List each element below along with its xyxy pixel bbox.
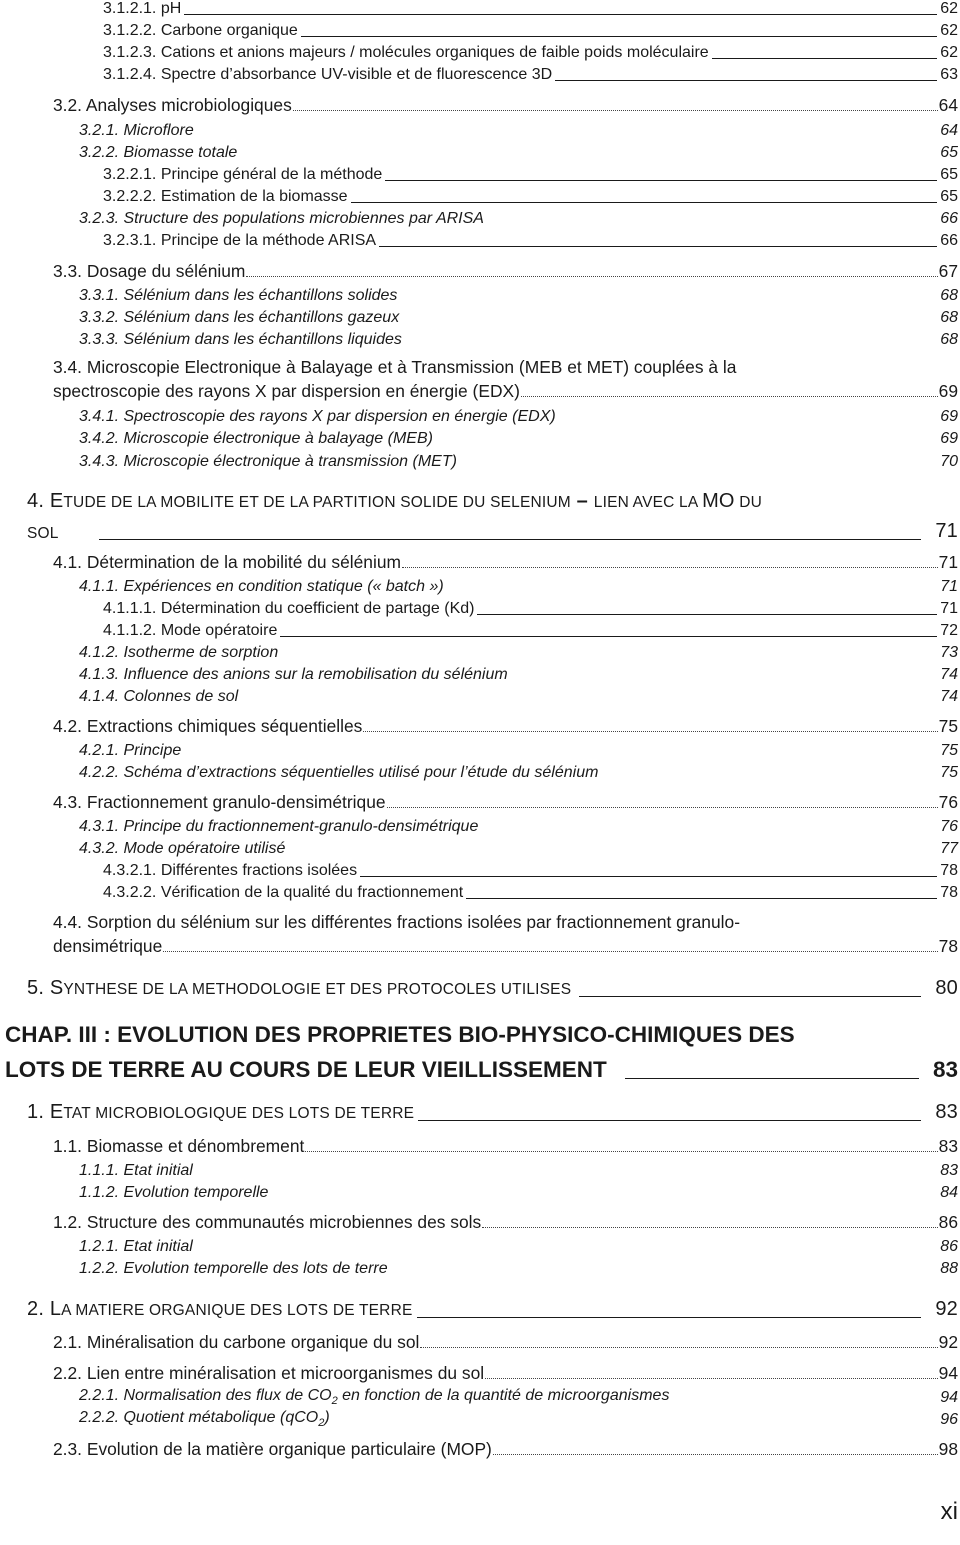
leader-line [418, 1095, 921, 1121]
leader-line [301, 17, 937, 37]
toc-entry[interactable] [0, 620, 960, 640]
toc-label: 3.2.3. Structure des populations microbiennes par ARISA [79, 210, 484, 227]
toc-entry[interactable] [0, 406, 960, 426]
toc-page: 98 [938, 1439, 958, 1459]
toc-label: 2.1. Minéralisation du carbone organique du sol [53, 1332, 420, 1352]
page-number: xi [940, 1498, 958, 1525]
toc-page: 74 [940, 688, 958, 705]
section-heading[interactable] [0, 1295, 960, 1321]
leader-line [99, 514, 922, 540]
toc-page: 68 [940, 331, 958, 348]
leader-space [460, 451, 937, 471]
toc-label: 3.4.2. Microscopie électronique à balayage (MEB) [79, 430, 433, 447]
toc-label: 4.3.2.1. Différentes fractions isolées [103, 862, 358, 879]
toc-label: 4.1. Détermination de la mobilité du sélénium [53, 552, 401, 572]
toc-label: 3.2.1. Microflore [79, 122, 194, 139]
toc-page: 69 [938, 381, 958, 401]
toc-label: 4.1.1.1. Détermination du coefficient de partage (Kd) [103, 600, 475, 617]
toc-page: 62 [940, 44, 958, 61]
toc-entry[interactable] [0, 1160, 960, 1180]
toc-page: 80 [935, 977, 958, 999]
toc-entry[interactable] [0, 208, 960, 228]
toc-page: 83 [940, 1162, 958, 1179]
section-title: SOL [27, 525, 59, 542]
toc-entry[interactable] [0, 307, 960, 327]
toc-entry[interactable] [0, 262, 960, 282]
toc-page: 63 [940, 66, 958, 83]
toc-label: 3.2.2. Biomasse totale [79, 144, 238, 161]
toc-entry[interactable] [0, 142, 960, 162]
chapter-title[interactable]: CHAP. III : EVOLUTION DES PROPRIETES BIO-PHYSICO-CHIMIQUES DES [5, 1022, 795, 1047]
toc-page: 65 [940, 188, 958, 205]
toc-page: 75 [940, 742, 958, 759]
toc-entry[interactable] [0, 1258, 960, 1278]
toc-page: 64 [940, 122, 958, 139]
toc-label: 1.1.1. Etat initial [79, 1162, 193, 1179]
toc-label: 3.4. Microscopie Electronique à Balayage et à Transmission (MEB et MET) couplées à la [53, 357, 737, 377]
leader-space [405, 329, 937, 349]
toc-entry[interactable] [0, 860, 960, 880]
toc-entry[interactable] [0, 20, 960, 40]
leader-space [241, 686, 937, 706]
leader-line [477, 595, 937, 615]
toc-page: 77 [940, 840, 958, 857]
leader-line [555, 61, 937, 81]
toc-label: 3.3. Dosage du sélénium [53, 261, 246, 281]
toc-page: 66 [940, 232, 958, 249]
toc-label: 4.4. Sorption du sélénium sur les différentes fractions isolées par fractionnement granulo- [53, 912, 740, 932]
toc-label: 1.2.2. Evolution temporelle des lots de terre [79, 1260, 388, 1277]
leader-space [281, 642, 937, 662]
leader-space [400, 285, 937, 305]
toc-entry[interactable] [0, 740, 960, 760]
toc-label: 3.2.2.1. Principe général de la méthode [103, 166, 383, 183]
toc-page: 64 [938, 95, 958, 115]
leader-space [447, 576, 938, 596]
toc-label: 4.3. Fractionnement granulo-densimétrique [53, 792, 386, 812]
leader-line [379, 227, 937, 247]
leader-dots [246, 257, 937, 277]
toc-label: 2.2.1. Normalisation des flux de $CO_2$ en fonction de la quantité de microorganismes [79, 1386, 670, 1407]
toc-page: 78 [938, 936, 958, 956]
toc-page: 83 [938, 1136, 958, 1156]
toc-entry[interactable] [0, 937, 960, 957]
leader-space [240, 142, 937, 162]
toc-page: 71 [940, 578, 958, 595]
section-heading[interactable] [0, 517, 960, 543]
leader-dots [363, 712, 937, 732]
toc-page: 83 [932, 1057, 958, 1082]
toc-label: 4.1.1. Expériences en condition statique (« batch ») [79, 578, 444, 595]
toc-label: 4.3.1. Principe du fractionnement-granulo-densimétrique [79, 818, 479, 835]
toc-entry[interactable] [0, 186, 960, 206]
toc-label: densimétrique [53, 936, 163, 956]
toc-page: 69 [940, 430, 958, 447]
leader-dots [402, 548, 938, 568]
toc-page: 94 [940, 1389, 958, 1406]
toc-page: 68 [940, 309, 958, 326]
toc-entry[interactable] [0, 329, 960, 349]
leader-dots [485, 1359, 938, 1379]
toc-page: 72 [940, 622, 958, 639]
leader-dots [163, 932, 937, 952]
section-title: 5. SYNTHESE DE LA METHODOLOGIE ET DES PROTOCOLES UTILISES [27, 977, 572, 999]
leader-line [417, 1292, 922, 1318]
toc-page: 78 [940, 884, 958, 901]
leader-dots [387, 788, 938, 808]
toc-entry[interactable] [0, 230, 960, 250]
chapter-title: LOTS DE TERRE AU COURS DE LEUR VIEILLISSEMENT [5, 1057, 607, 1082]
toc-label: 3.4.1. Spectroscopie des rayons X par dispersion en énergie (EDX) [79, 408, 556, 425]
leader-dots [293, 91, 938, 111]
toc-entry[interactable] [0, 686, 960, 706]
toc-page: 65 [940, 144, 958, 161]
toc-entry[interactable] [0, 642, 960, 662]
toc-label: 3.1.2.4. Spectre d’absorbance UV-visible et de fluorescence 3D [103, 66, 553, 83]
toc-label: 3.4.3. Microscopie électronique à transmission (MET) [79, 453, 457, 470]
leader-space [196, 1160, 937, 1180]
toc-entry[interactable] [0, 451, 960, 471]
toc-page: 78 [940, 862, 958, 879]
leader-line [712, 39, 938, 59]
toc-entry[interactable] [0, 793, 960, 813]
toc-page: 94 [938, 1363, 958, 1383]
toc-label: 4.2.1. Principe [79, 742, 182, 759]
toc-label: 2.3. Evolution de la matière organique particulaire (MOP) [53, 1439, 492, 1459]
toc-page: 75 [938, 716, 958, 736]
leader-line [625, 1049, 919, 1079]
toc-entry[interactable] [0, 1137, 960, 1157]
leader-line [385, 161, 937, 181]
leader-dots [493, 1435, 938, 1455]
toc-page: 76 [940, 818, 958, 835]
toc-page: 62 [940, 22, 958, 39]
toc-label: 2.2.2. Quotient métabolique (qCO$_2$) [79, 1408, 330, 1429]
toc-label: 4.1.4. Colonnes de sol [79, 688, 239, 705]
toc-label: 1.2. Structure des communautés microbiennes des sols [53, 1212, 482, 1232]
toc-page: 96 [940, 1411, 958, 1428]
toc-label: 3.3.2. Sélénium dans les échantillons gazeux [79, 309, 400, 326]
toc-entry[interactable] [0, 1333, 960, 1353]
toc-page: 83 [935, 1101, 958, 1123]
toc-label: 4.3.2.2. Vérification de la qualité du fractionnement [103, 884, 464, 901]
toc-page: 69 [940, 408, 958, 425]
leader-dots [420, 1328, 937, 1348]
leader-space [436, 428, 937, 448]
leader-line [466, 879, 937, 899]
leader-line [360, 857, 937, 877]
toc-entry[interactable] [0, 882, 960, 902]
leader-space [402, 307, 937, 327]
leader-space [672, 1387, 937, 1407]
toc-entry[interactable] [0, 913, 960, 933]
toc-entry[interactable] [0, 598, 960, 618]
toc-page: 88 [940, 1260, 958, 1277]
toc-page: 92 [935, 1298, 958, 1320]
leader-space [487, 208, 937, 228]
toc-label: 4.1.1.2. Mode opératoire [103, 622, 278, 639]
toc-page: 68 [940, 287, 958, 304]
toc-page: 67 [938, 261, 958, 281]
toc-page: 86 [940, 1238, 958, 1255]
toc-entry[interactable] [0, 64, 960, 84]
section-title: 4. ETUDE DE LA MOBILITE ET DE LA PARTITION SOLIDE DU SELENIUM – LIEN AVEC LA MO DU [27, 490, 762, 512]
leader-space [271, 1182, 937, 1202]
leader-line [280, 617, 937, 637]
toc-entry[interactable] [0, 1440, 960, 1460]
toc-label: 3.2. Analyses microbiologiques [53, 95, 292, 115]
section-heading[interactable] [0, 1098, 960, 1124]
toc-page: 65 [940, 166, 958, 183]
section-heading[interactable] [0, 487, 960, 513]
toc-page: 86 [938, 1212, 958, 1232]
toc-entry[interactable] [0, 358, 960, 378]
toc-label: 4.1.2. Isotherme de sorption [79, 644, 279, 661]
leader-space [288, 838, 937, 858]
toc-entry[interactable] [0, 838, 960, 858]
toc-page: 66 [940, 210, 958, 227]
leader-space [511, 664, 938, 684]
toc-entry[interactable] [0, 42, 960, 62]
toc-entry[interactable] [0, 1409, 960, 1429]
toc-label: 4.2. Extractions chimiques séquentielles [53, 716, 363, 736]
toc-entry[interactable] [0, 762, 960, 782]
section-title: 1. ETAT MICROBIOLOGIQUE DES LOTS DE TERRE [27, 1101, 415, 1123]
toc-page: 76 [938, 792, 958, 812]
leader-dots [482, 1208, 937, 1228]
section-heading[interactable] [0, 974, 960, 1000]
toc-label: 1.2.1. Etat initial [79, 1238, 193, 1255]
toc-page: 71 [938, 552, 958, 572]
toc-label: 4.3.2. Mode opératoire utilisé [79, 840, 286, 857]
toc-page: 71 [935, 520, 958, 542]
toc-label: 3.1.2.2. Carbone organique [103, 22, 298, 39]
toc-label: 3.1.2.3. Cations et anions majeurs / molécules organiques de faible poids moléculaire [103, 44, 709, 61]
toc-entry[interactable] [0, 1213, 960, 1233]
leader-line [351, 183, 938, 203]
toc-entry[interactable] [0, 576, 960, 596]
leader-space [197, 120, 937, 140]
toc-entry[interactable] [0, 0, 960, 18]
toc-entry[interactable] [0, 816, 960, 836]
toc-label: 3.1.2.1. pH [103, 0, 182, 17]
toc-entry[interactable] [0, 1364, 960, 1384]
chapter-title-line2[interactable] [0, 1053, 960, 1083]
leader-line [579, 971, 921, 997]
leader-line [184, 0, 937, 15]
toc-entry[interactable] [0, 1182, 960, 1202]
toc-entry[interactable] [0, 285, 960, 305]
toc-entry[interactable] [0, 96, 960, 116]
toc-label: 3.3.1. Sélénium dans les échantillons solides [79, 287, 398, 304]
toc-entry[interactable] [0, 120, 960, 140]
toc-page: 73 [940, 644, 958, 661]
leader-space [391, 1258, 938, 1278]
toc-entry[interactable] [0, 428, 960, 448]
toc-entry[interactable] [0, 664, 960, 684]
toc-entry[interactable] [0, 164, 960, 184]
toc-label: 1.1. Biomasse et dénombrement [53, 1136, 305, 1156]
toc-label: 1.1.2. Evolution temporelle [79, 1184, 269, 1201]
leader-space [184, 740, 937, 760]
leader-dots [521, 377, 938, 397]
toc-label: 4.1.3. Influence des anions sur la remobilisation du sélénium [79, 666, 508, 683]
leader-space [601, 762, 937, 782]
leader-space [196, 1236, 937, 1256]
leader-space [481, 816, 937, 836]
toc-page: 70 [940, 453, 958, 470]
toc-entry[interactable] [0, 1236, 960, 1256]
toc-label: 3.3.3. Sélénium dans les échantillons liquides [79, 331, 402, 348]
toc-label: 3.2.3.1. Principe de la méthode ARISA [103, 232, 377, 249]
toc-entry[interactable] [0, 382, 960, 402]
section-title: 2. LA MATIERE ORGANIQUE DES LOTS DE TERRE [27, 1298, 413, 1320]
toc-page: 75 [940, 764, 958, 781]
leader-space [333, 1409, 938, 1429]
toc-entry[interactable] [0, 717, 960, 737]
leader-dots [305, 1132, 937, 1152]
toc-entry[interactable] [0, 1387, 960, 1407]
toc-page: 71 [940, 600, 958, 617]
leader-space [559, 406, 938, 426]
toc-page: 62 [940, 0, 958, 17]
toc-label: 4.2.2. Schéma d’extractions séquentielles utilisé pour l’étude du sélénium [79, 764, 599, 781]
toc-label: spectroscopie des rayons X par dispersion en énergie (EDX) [53, 381, 520, 401]
toc-label: 3.2.2.2. Estimation de la biomasse [103, 188, 348, 205]
toc-page: 84 [940, 1184, 958, 1201]
toc-label: 2.2. Lien entre minéralisation et microorganismes du sol [53, 1363, 485, 1383]
toc-page: 74 [940, 666, 958, 683]
toc-entry[interactable] [0, 553, 960, 573]
toc-page: 92 [938, 1332, 958, 1352]
